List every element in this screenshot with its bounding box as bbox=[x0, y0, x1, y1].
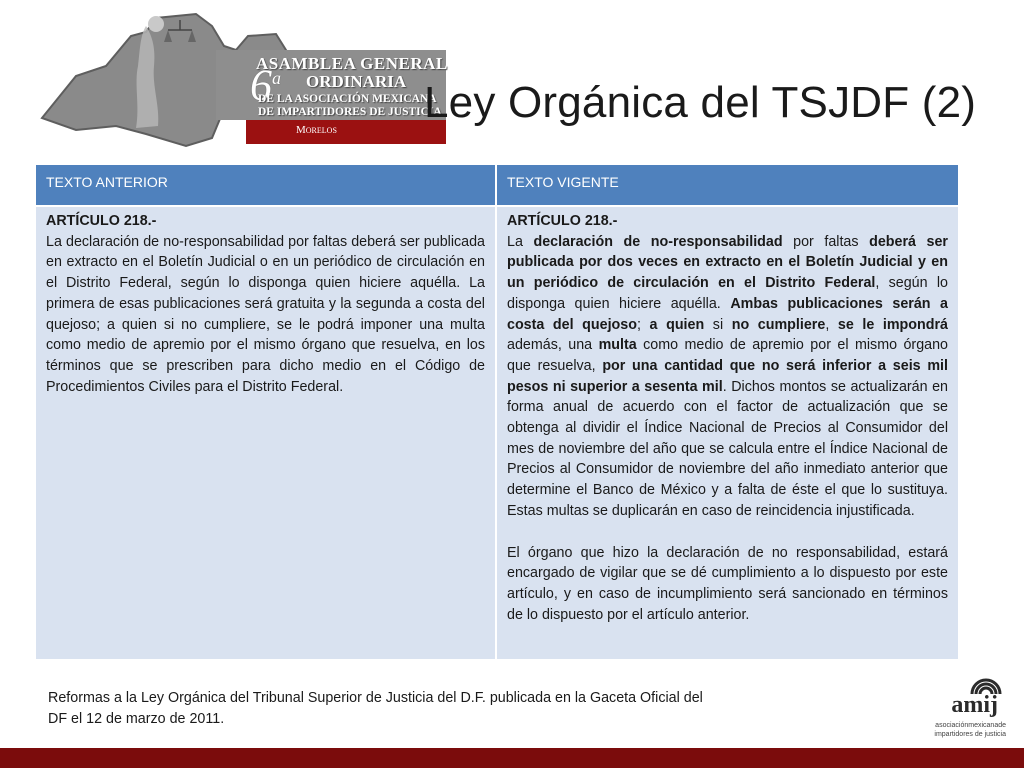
amij-subtitle-1: asociaciónmexicanade bbox=[935, 722, 1006, 729]
text-run: si bbox=[704, 316, 732, 333]
bold-run: multa bbox=[598, 337, 637, 354]
assembly-badge bbox=[216, 50, 446, 146]
logo-line-3: DE LA ASOCIACIÓN MEXICANA bbox=[258, 93, 437, 105]
amij-wordmark: amij bbox=[951, 692, 998, 718]
article-heading: ARTÍCULO 218.- bbox=[507, 213, 618, 229]
bold-run: se le impondrá bbox=[837, 316, 948, 333]
bottom-bar bbox=[0, 748, 1024, 768]
text-run: por faltas bbox=[782, 233, 870, 250]
article-body bbox=[507, 232, 948, 522]
text-run: . Dichos montos se actualizarán en forma anual de acuerdo con el factor de actualización que se obtenga al dividir el Índice Nacional de Precios al Consumidor del mes de noviembre del año que se calcula entre el Índice Nacional de Precios al Consumidor de noviembre del año inmediato anterior que determine el Banco de México y a falta de éste el que lo sustituya. Estas multas se duplicarán en caso de reincidencia injustificada. bbox=[507, 378, 948, 519]
cell-texto-vigente bbox=[497, 207, 958, 659]
column-header-vigente: TEXTO VIGENTE bbox=[497, 165, 958, 205]
text-run: como medio de apremio por el mismo órgano que resuelva, bbox=[507, 337, 948, 374]
bold-run: por una cantidad que no será inferior a seis mil pesos ni superior a sesenta mil bbox=[507, 357, 949, 395]
amij-subtitle-2: impartidores de justicia bbox=[934, 731, 1006, 738]
logo-line-2: ORDINARIA bbox=[306, 72, 407, 91]
amij-logo bbox=[926, 668, 1012, 744]
bold-run: a quien bbox=[649, 316, 705, 333]
text-run: , según lo disponga quien hiciere aquélla. bbox=[507, 275, 948, 312]
bold-run: Ambas publicaciones serán a costa del quejoso bbox=[507, 295, 948, 333]
text-run: además, una bbox=[507, 337, 599, 354]
text-run: ; bbox=[636, 316, 650, 333]
cell-texto-anterior bbox=[36, 207, 495, 659]
logo-line-4: DE IMPARTIDORES DE JUSTICIA bbox=[258, 106, 442, 118]
article-body-second-paragraph: El órgano que hizo la declaración de no responsabilidad, estará encargado de vigilar que se dé cumplimiento a lo dispuesto por este artículo, y en caso de incumplimiento será sancionado en términos de lo dispuesto por el artículo anterior. bbox=[507, 544, 948, 623]
column-header-anterior: TEXTO ANTERIOR bbox=[36, 165, 495, 205]
assembly-logo bbox=[36, 6, 448, 152]
footer-note: Reformas a la Ley Orgánica del Tribunal Superior de Justicia del D.F. publicada en la Gaceta Oficial del DF el 12 de marzo de 2011. bbox=[48, 690, 703, 727]
article-heading: ARTÍCULO 218.- bbox=[46, 213, 157, 229]
text-run: , bbox=[825, 316, 838, 333]
comparison-table bbox=[36, 165, 958, 659]
bold-run: declaración de no-responsabilidad bbox=[533, 233, 783, 250]
logo-line-5: Morelos bbox=[296, 124, 337, 136]
edition-number: 6$^a$ bbox=[250, 60, 281, 110]
slide-title: Ley Orgánica del TSJDF (2) bbox=[424, 78, 977, 127]
text-run: La bbox=[507, 233, 534, 250]
bold-run: no cumpliere bbox=[731, 316, 826, 333]
article-body: La declaración de no-responsabilidad por faltas deberá ser publicada en extracto en el Boletín Judicial o en un periódico de circulación en el Distrito Federal, según lo disponga quien hiciere aquélla. La primera de esas publicaciones será gratuita y la segunda a costa del quejoso; a quien si no cumpliere, se le podrá imponer una multa como medio de apremio por el mismo órgano que resuelva, en los términos que se prescriben para dicho medio en el Código de Procedimientos Civiles para el Distrito Federal. bbox=[46, 233, 485, 395]
logo-line-1: ASAMBLEA GENERAL bbox=[256, 54, 448, 73]
bold-run: deberá ser publicada por dos veces en extracto en el Boletín Judicial y en un periódico de circulación en el Distrito Federal bbox=[507, 233, 948, 292]
